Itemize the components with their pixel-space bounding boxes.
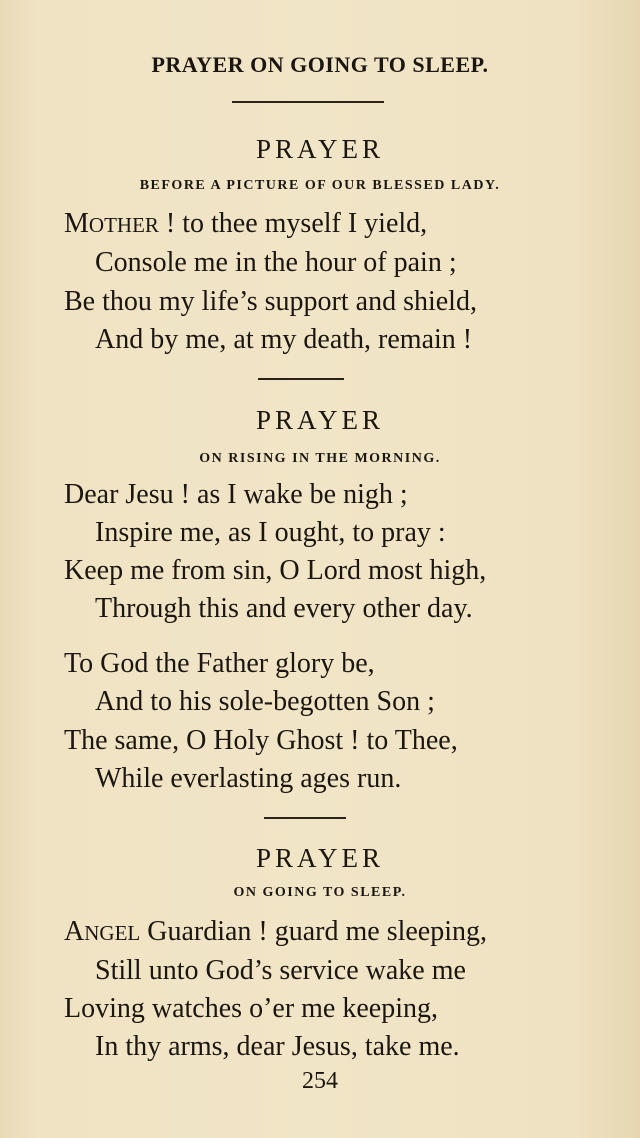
verse-line: In thy arms, dear Jesus, take me. xyxy=(95,1031,460,1062)
verse-line: Loving watches o’er me keeping, xyxy=(64,993,438,1024)
divider-rule xyxy=(232,101,384,103)
page-number: 254 xyxy=(302,1068,338,1094)
section-subheading: ON GOING TO SLEEP. xyxy=(233,885,407,900)
verse-line xyxy=(64,916,487,948)
section-subheading: BEFORE A PICTURE OF OUR BLESSED LADY. xyxy=(139,178,501,193)
divider-rule xyxy=(264,817,346,819)
small-cap-initial: M xyxy=(64,208,89,239)
section-heading: PRAYER xyxy=(255,405,385,435)
verse-line: While everlasting ages run. xyxy=(95,763,402,794)
verse-line: The same, O Holy Ghost ! to Thee, xyxy=(64,725,458,756)
section-heading: PRAYER xyxy=(255,843,385,873)
running-head: PRAYER ON GOING TO SLEEP. xyxy=(151,52,489,77)
verse-line: And by me, at my death, remain ! xyxy=(95,324,473,355)
section-heading: PRAYER xyxy=(255,134,385,164)
verse-line: Be thou my life’s support and shield, xyxy=(64,286,477,317)
verse-line: And to his sole-begotten Son ; xyxy=(95,686,435,717)
verse-text: Guardian ! guard me sleeping, xyxy=(147,916,488,947)
verse-line: Still unto God’s service wake me xyxy=(95,955,466,986)
small-cap-initial: A xyxy=(64,916,85,947)
verse-line: Inspire me, as I ought, to pray : xyxy=(95,517,446,548)
section-subheading: ON RISING IN THE MORNING. xyxy=(199,451,441,466)
verse-line: Dear Jesu ! as I wake be nigh ; xyxy=(64,479,408,510)
verse-line xyxy=(64,208,427,240)
verse-line: Through this and every other day. xyxy=(95,593,473,624)
verse-line: To God the Father glory be, xyxy=(64,648,375,679)
small-cap-rest: NGEL xyxy=(84,921,141,945)
small-cap-rest: OTHER xyxy=(88,213,159,237)
verse-line: Keep me from sin, O Lord most high, xyxy=(64,555,487,586)
verse-line: Console me in the hour of pain ; xyxy=(95,247,457,278)
verse-text: ! to thee myself I yield, xyxy=(165,208,428,239)
divider-rule xyxy=(258,378,344,380)
